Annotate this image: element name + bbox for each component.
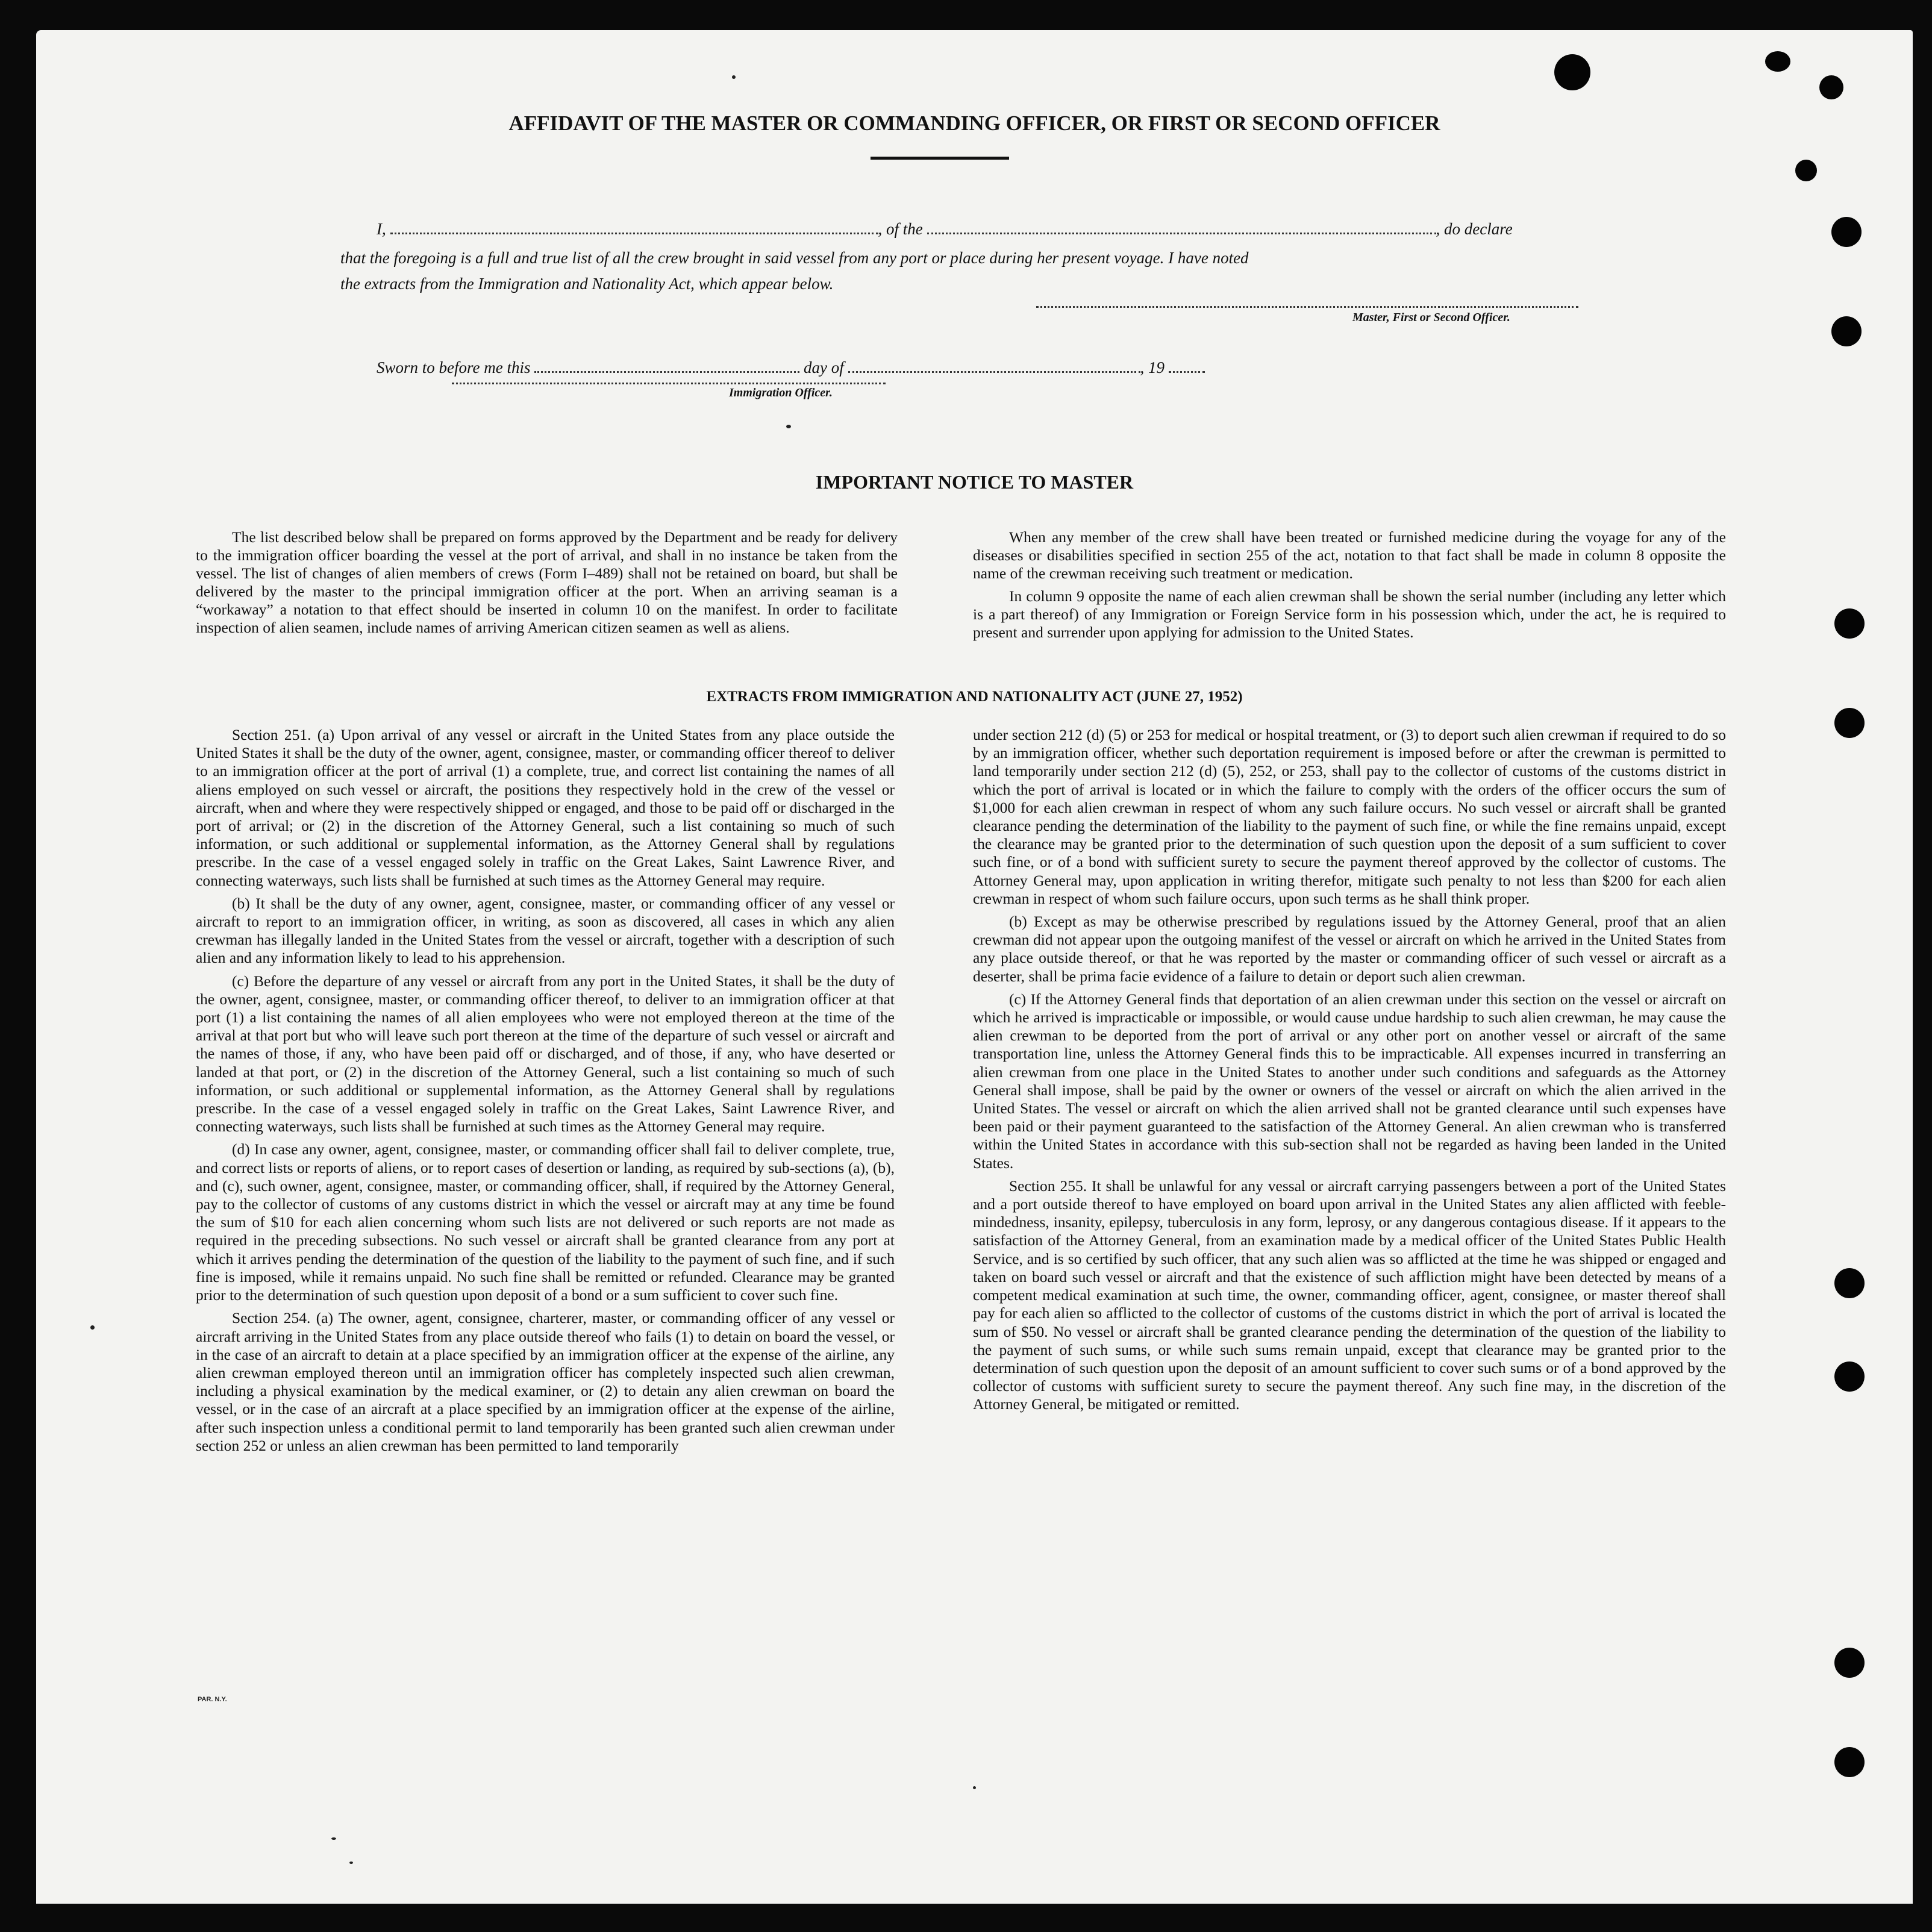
declaration-statement-2: the extracts from the Immigration and Nationality Act, which appear below.: [340, 275, 834, 293]
declaration-statement-1: that the foregoing is a full and true list of all the crew brought in said vessel from any port or place during her present voyage. I have noted: [340, 249, 1249, 267]
of-the-label: , of the: [878, 220, 923, 238]
master-signature-label: Master, First or Second Officer.: [1352, 311, 1510, 324]
section-251-d: (d) In case any owner, agent, consignee, master, or commanding officer shall fail to deliver complete, true, and correct lists or reports of aliens, or to report cases of desertion or landing, as required by sub-sections (a), (b), and (c), such owner, agent, consignee, master, or commanding officer, shall, if required by the Attorney General, pay to the collector of customs of any customs district in which the vessel or aircraft may at any time be found the sum of $10 for each alien concerning whom such lists are not delivered or such reports are not made as required in the preceding subsections. No such vessel or aircraft shall be granted clearance from any port at which it arrives pending the determination of the question of the liability to the payment of such fine, and if such fine is imposed, while it remains unpaid. No such fine shall be remitted or refunded. Clearance may be granted prior to the determination of such question upon deposit of a bond or a sum sufficient to cover such fine.: [196, 1140, 895, 1304]
extracts-left-column: [196, 726, 895, 1460]
punch-hole: [1819, 75, 1843, 99]
section-254-c: (c) If the Attorney General finds that deportation of an alien crewman under this section on the vessel or aircraft on which he arrived is impracticable or impossible, or would cause undue hardship to such alien crewman, he may cause the alien crewman to be deported from the port of arrival or any other port on another vessel or aircraft of the same transportation line, unless the Attorney General finds this to be impracticable. All expenses incurred in transferring an alien crewman from one place in the United States to another under such conditions and safeguards as the Attorney General shall impose, shall be paid by the owner or owners of the vessel or aircraft on which the alien arrived in the United States. The vessel or aircraft on which the alien arrived shall not be granted clearance until such expenses have been paid or their payment guaranteed to the satisfaction of the Attorney General. An alien crewman who is transferred within the United States in accordance with this sub-section shall not be regarded as having been landed in the United States.: [973, 990, 1726, 1172]
notice-right-paragraph-2: In column 9 opposite the name of each alien crewman shall be shown the serial number (including any letter which is a part thereof) of any Immigration or Foreign Service form in his possession which, under the act, he is required to present and surrender upon applying for admission to the United States.: [973, 587, 1726, 641]
punch-hole: [1834, 1361, 1865, 1392]
master-signature-field[interactable]: [1036, 306, 1578, 308]
section-251-a: Section 251. (a) Upon arrival of any vessel or aircraft in the United States from any place outside the United States it shall be the duty of the owner, agent, consignee, master, or commanding officer thereof to deliver to an immigration officer at the port of arrival (1) a complete, true, and correct list containing the names of all aliens employed on such vessel or aircraft, the positions they respectively hold in the crew of the vessel or aircraft, when and where they were respectively shipped or engaged, and those to be paid off or discharged in the port of arrival; or (2) in the discretion of the Attorney General, such a list containing so much of such information, or such additional or supplemental information, as the Attorney General shall by regulations prescribe. In the case of a vessel engaged solely in traffic on the Great Lakes, Saint Lawrence River, and connecting waterways, such lists shall be furnished at such times as the Attorney General may require.: [196, 726, 895, 889]
section-251-c: (c) Before the departure of any vessel or aircraft from any port in the United States, it shall be the duty of the owner, agent, consignee, master, or commanding officer thereof, to deliver to an immigration officer at that port (1) a list containing the names of all alien employees who were not employed thereon at the time of the arrival at that port but who will leave such port thereon at the time of the departure of such vessel or aircraft and the names of those, if any, who have been paid off or discharged, and of those, if any, who have deserted or landed at that port, or (2) in the discretion of the Attorney General, such a list containing so much of such information, or such additional or supplemental information, as the Attorney General shall by regulations prescribe. In the case of a vessel engaged solely in traffic on the Great Lakes, Saint Lawrence River, and connecting waterways, such lists shall be furnished at such times as the Attorney General may require.: [196, 972, 895, 1136]
punch-hole: [1831, 316, 1862, 346]
form-page: [36, 30, 1913, 1904]
punch-hole: [1834, 608, 1865, 639]
day-of-label: day of: [804, 358, 844, 377]
notice-left-column: [196, 528, 898, 642]
sworn-label: Sworn to before me this: [377, 358, 531, 377]
printer-mark: PAR. N.Y.: [198, 1696, 227, 1703]
punch-hole: [1795, 160, 1817, 181]
do-declare-label: , do declare: [1436, 220, 1513, 238]
section-254-a: Section 254. (a) The owner, agent, consignee, charterer, master, or commanding officer of any vessel or aircraft arriving in the United States from any place outside thereof who fails (1) to detain on board the vessel, or in the case of an aircraft to detain at a place specified by an immigration officer at the expense of the airline, any alien crewman employed thereon until an immigration officer has completely inspected such alien crewman, including a physical examination by the medical examiner, or (2) to detain any alien crewman on board the vessel, or in the case of an aircraft at a place specified by an immigration officer at the expense of the airline, after such inspection unless a conditional permit to land temporarily has been granted such alien crewman under section 252 or unless an alien crewman has been permitted to land temporarily: [196, 1309, 895, 1454]
year-label: , 19: [1140, 358, 1165, 377]
sworn-year-field[interactable]: [1169, 359, 1205, 373]
punch-hole: [1834, 1648, 1865, 1678]
section-251-b: (b) It shall be the duty of any owner, agent, consignee, master, or commanding officer of any vessel or aircraft to report to an immigration officer, in writing, as soon as discovered, all cases in which any alien crewman has illegally landed in the United States from the vessel or aircraft, together with a description of such alien and any information likely to lead to his apprehension.: [196, 894, 895, 967]
punch-hole: [1831, 217, 1862, 247]
section-255: Section 255. It shall be unlawful for any vessal or aircraft carrying passengers between a port of the United States and a port outside thereof to have employed on board upon arrival in the United States any alien afflicted with feeble-mindedness, insanity, epilepsy, tuberculosis in any form, leprosy, or any dangerous contagious disease. If it appears to the satisfaction of the Attorney General, from an examination made by a medical officer of the United States Public Health Service, and is so certified by such officer, that any such alien was so afflicted at the time he was shipped or engaged and taken on board such vessel or aircraft and that the existence of such affliction might have been detected by means of a competent medical examination at such time, the owner, commanding officer, agent, consignee, or master thereof shall pay for each alien so afflicted to the collector of customs of the customs district in which the port of arrival is located the sum of $50. No vessel or aircraft shall be granted clearance pending the determination of the question of the liability to the payment of such sums, or while such sums remain unpaid, except that clearance may be granted prior to the determination of such question upon the deposit of an amount sufficient to cover such sums or of a bond approved by the collector of customs with sufficient surety to secure the payment thereof. Any such fine may, in the discretion of the Attorney General, be mitigated or remitted.: [973, 1177, 1726, 1413]
section-254-b: (b) Except as may be otherwise prescribed by regulations issued by the Attorney General, proof that an alien crewman did not appear upon the outgoing manifest of the vessel or aircraft on which he arrived in the United States from any place outside thereof, or that he was reported by the master or commanding officer of such vessel or aircraft as a deserter, shall be prima facie evidence of a failure to detain or deport such alien crewman.: [973, 913, 1726, 985]
speck: [973, 1786, 976, 1789]
sworn-day-field[interactable]: [534, 359, 799, 373]
declarant-label: I,: [377, 220, 386, 238]
extracts-right-column: [973, 726, 1726, 1419]
declarant-name-field[interactable]: [390, 220, 878, 234]
immigration-officer-label: Immigration Officer.: [729, 386, 833, 399]
sworn-month-field[interactable]: [848, 359, 1140, 373]
punch-hole: [1834, 1268, 1865, 1298]
punch-hole: [1834, 708, 1865, 738]
speck: [732, 75, 736, 79]
immigration-officer-signature-field[interactable]: [452, 383, 886, 384]
form-title: AFFIDAVIT OF THE MASTER OR COMMANDING OFFICER, OR FIRST OR SECOND OFFICER: [508, 111, 1440, 135]
speck: [349, 1862, 353, 1864]
declaration-line: [377, 220, 1513, 239]
speck: [786, 425, 791, 428]
notice-right-column: [973, 528, 1726, 646]
title-divider: [871, 157, 1009, 160]
section-254-a-continued: under section 212 (d) (5) or 253 for medical or hospital treatment, or (3) to deport such alien crewman if required to do so by an immigration officer, whether such deportation requirement is imposed before or after the crewman is permitted to land temporarily under section 212 (d) (5), 252, or 253, shall pay to the collector of customs of the customs district in which the port of arrival is located or in which the failure to comply with the orders of the officer occurs the sum of $1,000 for each alien crewman in respect of whom any such failure occurs. No such vessel or aircraft shall be granted clearance pending the determination of the liability to the payment of such fine, or while the fine remains unpaid, except the clearance may be granted prior to the determination of such question upon the deposit of a sum sufficient to cover such fine, or of a bond with sufficient surety to secure the payment thereof approved by the collector of customs. The Attorney General may, upon application in writing therefor, mitigate such penalty to not less than $200 for each alien crewman in respect of whom such failure occurs, upon such terms as he shall think proper.: [973, 726, 1726, 907]
punch-hole: [1554, 54, 1590, 90]
notice-right-paragraph-1: When any member of the crew shall have been treated or furnished medicine during the voyage for any of the diseases or disabilities specified in section 255 of the act, notation to that fact shall be made in column 8 opposite the name of the crewman receiving such treatment or medication.: [973, 528, 1726, 582]
sworn-line: [377, 358, 1205, 377]
notice-left-paragraph: The list described below shall be prepared on forms approved by the Department and be ready for delivery to the immigration officer boarding the vessel at the port of arrival, and shall in no instance be taken from the vessel. The list of changes of alien members of crews (Form I–489) shall not be retained on board, but shall be delivered by the master to the principal immigration officer at the port. When an arriving seaman is a “workaway” a notation to that effect should be inserted in column 10 on the manifest. In order to facilitate inspection of alien seamen, include names of arriving American citizen seamen as well as aliens.: [196, 528, 898, 636]
punch-hole: [1765, 51, 1790, 72]
extracts-heading: EXTRACTS FROM IMMIGRATION AND NATIONALITY ACT (JUNE 27, 1952): [706, 689, 1243, 705]
punch-hole: [1834, 1747, 1865, 1777]
vessel-name-field[interactable]: [927, 220, 1436, 234]
speck: [90, 1325, 95, 1330]
speck: [331, 1837, 336, 1840]
notice-heading: IMPORTANT NOTICE TO MASTER: [815, 471, 1134, 493]
